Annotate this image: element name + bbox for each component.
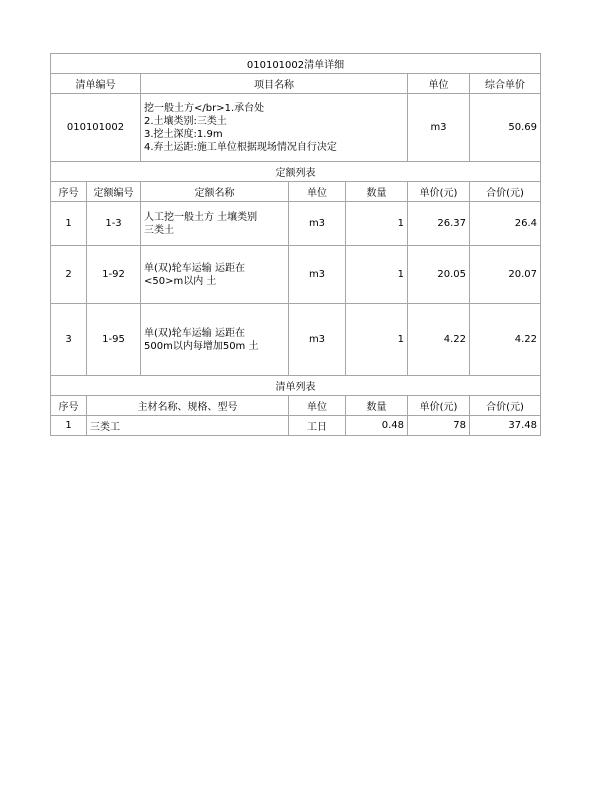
- item-unit: m3: [408, 94, 470, 162]
- item-header-row: [51, 74, 541, 94]
- material-section-title: 清单列表: [51, 376, 541, 396]
- item-description-line: 4.弃土运距:施工单位根据现场情况自行决定: [144, 141, 337, 153]
- material-header-name: 主材名称、规格、型号: [87, 396, 289, 416]
- quota-section-title: 定额列表: [51, 162, 541, 182]
- quota-header-name: 定额名称: [141, 182, 289, 202]
- material-price: 78: [408, 416, 470, 436]
- item-row: [51, 94, 541, 162]
- quota-header-unit: 单位: [289, 182, 346, 202]
- bill-detail-sheet: [50, 53, 540, 436]
- quota-price: 4.22: [408, 304, 470, 376]
- quota-name: [141, 202, 289, 246]
- quota-header-total: 合价(元): [470, 182, 541, 202]
- quota-unit: m3: [289, 246, 346, 304]
- material-qty: 0.48: [346, 416, 408, 436]
- quota-name-line: 三类土: [144, 224, 174, 236]
- quota-no: 3: [51, 304, 87, 376]
- quota-section-row: [51, 162, 541, 182]
- material-name: 三类工: [87, 416, 289, 436]
- material-header-qty: 数量: [346, 396, 408, 416]
- quota-name: [141, 304, 289, 376]
- material-unit: 工日: [289, 416, 346, 436]
- material-header-row: [51, 396, 541, 416]
- material-no: 1: [51, 416, 87, 436]
- item-description-line: 挖一般土方</br>1.承台处: [144, 102, 265, 114]
- quota-code: 1-3: [87, 202, 141, 246]
- quota-price: 20.05: [408, 246, 470, 304]
- material-header-no: 序号: [51, 396, 87, 416]
- quota-code: 1-95: [87, 304, 141, 376]
- title-row: [51, 54, 541, 74]
- quota-name-line: <50>m以内 土: [144, 275, 217, 287]
- header-unit-price: 综合单价: [470, 74, 541, 94]
- item-description-line: 2.土壤类别:三类土: [144, 115, 227, 127]
- quota-qty: 1: [346, 202, 408, 246]
- item-description-line: 3.挖土深度:1.9m: [144, 128, 223, 140]
- quota-name: [141, 246, 289, 304]
- quota-header-code: 定额编号: [87, 182, 141, 202]
- quota-price: 26.37: [408, 202, 470, 246]
- header-unit: 单位: [408, 74, 470, 94]
- quota-row: [51, 246, 541, 304]
- quota-code: 1-92: [87, 246, 141, 304]
- page-title: 010101002清单详细: [51, 54, 541, 74]
- material-header-total: 合价(元): [470, 396, 541, 416]
- material-header-unit: 单位: [289, 396, 346, 416]
- quota-name-line: 500m以内每增加50m 土: [144, 340, 259, 352]
- quota-qty: 1: [346, 304, 408, 376]
- material-row: [51, 416, 541, 436]
- quota-qty: 1: [346, 246, 408, 304]
- header-name: 项目名称: [141, 74, 408, 94]
- quota-total: 20.07: [470, 246, 541, 304]
- item-code: 010101002: [51, 94, 141, 162]
- quota-row: [51, 202, 541, 246]
- quota-no: 1: [51, 202, 87, 246]
- material-header-price: 单价(元): [408, 396, 470, 416]
- quota-header-no: 序号: [51, 182, 87, 202]
- item-unit-price: 50.69: [470, 94, 541, 162]
- material-total: 37.48: [470, 416, 541, 436]
- quota-total: 26.4: [470, 202, 541, 246]
- bill-detail-table: [50, 53, 541, 436]
- quota-name-line: 单(双)轮车运输 运距在: [144, 327, 245, 339]
- quota-total: 4.22: [470, 304, 541, 376]
- material-section-row: [51, 376, 541, 396]
- quota-header-qty: 数量: [346, 182, 408, 202]
- item-description: [141, 94, 408, 162]
- quota-row: [51, 304, 541, 376]
- quota-unit: m3: [289, 202, 346, 246]
- quota-unit: m3: [289, 304, 346, 376]
- quota-name-line: 人工挖一般土方 土壤类别: [144, 211, 258, 223]
- quota-no: 2: [51, 246, 87, 304]
- quota-header-row: [51, 182, 541, 202]
- header-code: 清单编号: [51, 74, 141, 94]
- quota-header-price: 单价(元): [408, 182, 470, 202]
- quota-name-line: 单(双)轮车运输 运距在: [144, 262, 245, 274]
